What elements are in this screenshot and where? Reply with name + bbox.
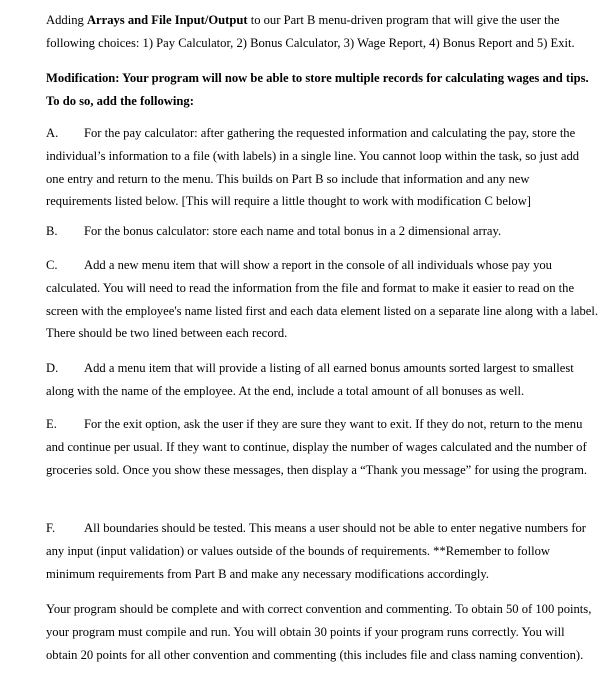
list-item-c [46, 254, 598, 345]
item-text: Add a new menu item that will show a report in the console of all individuals whose pay you calculated. You will need to read the information from the file and format to make it easier to read on the screen with the employee's name listed first and each data element listed on a separate line along with a label. There should be two lined between each record. [46, 258, 598, 341]
item-letter: A. [46, 126, 59, 140]
modification-heading: Modification: Your program will now be able to store multiple records for calculating wages and tips. To do so, add the following: [46, 71, 589, 108]
item-text: Add a menu item that will provide a listing of all earned bonus amounts sorted largest to smallest along with the name of the employee. At the end, include a total amount of all bonuses as well. [46, 361, 574, 398]
intro-bold: Arrays and File Input/Output [86, 13, 248, 27]
item-letter: B. [46, 224, 58, 238]
intro-pre: Adding [46, 13, 87, 27]
list-item-a [46, 122, 598, 213]
item-letter: F. [46, 521, 56, 535]
item-letter: C. [46, 258, 58, 272]
list-item-e [46, 413, 598, 481]
list-item-f [46, 517, 598, 585]
intro-paragraph [46, 9, 598, 55]
item-text: All boundaries should be tested. This means a user should not be able to enter negative numbers for any input (input validation) or values outside of the bounds of requirements. **Remember to follow minimum requirements from Part B and make any necessary modifications accordingly. [46, 521, 586, 581]
item-letter: E. [46, 417, 57, 431]
item-text: For the exit option, ask the user if they are sure they want to exit. If they do not, return to the menu and continue per usual. If they want to continue, display the number of wages calculated and the number of groceries sold. Once you show these messages, then display a “Thank you message” for using the program. [46, 417, 588, 477]
list-item-b [46, 220, 598, 243]
list-item-d [46, 357, 598, 403]
closing-paragraph: Your program should be complete and with correct convention and commenting. To obtain 50 of 100 points, your program must compile and run. You will obtain 30 points if your program runs correctly. You will obtain 20 points for all other convention and commenting (this includes file and class naming convention). [46, 602, 592, 662]
item-letter: D. [46, 361, 59, 375]
item-text: For the pay calculator: after gathering the requested information and calculating the pay, store the individual’s information to a file (with labels) in a single line. You cannot loop within the task, so just add one entry and return to the menu. This builds on Part B so include that information and any new requirements listed below. [This will require a little thought to work with modification C below] [46, 126, 580, 209]
item-text: For the bonus calculator: store each name and total bonus in a 2 dimensional array. [84, 224, 502, 238]
intro-post: to our Part B menu-driven program that will give the user the following choices: 1) Pay Calculator, 2) Bonus Calculator, 3) Wage Report, 4) Bonus Report and 5) Exit. [46, 13, 575, 50]
